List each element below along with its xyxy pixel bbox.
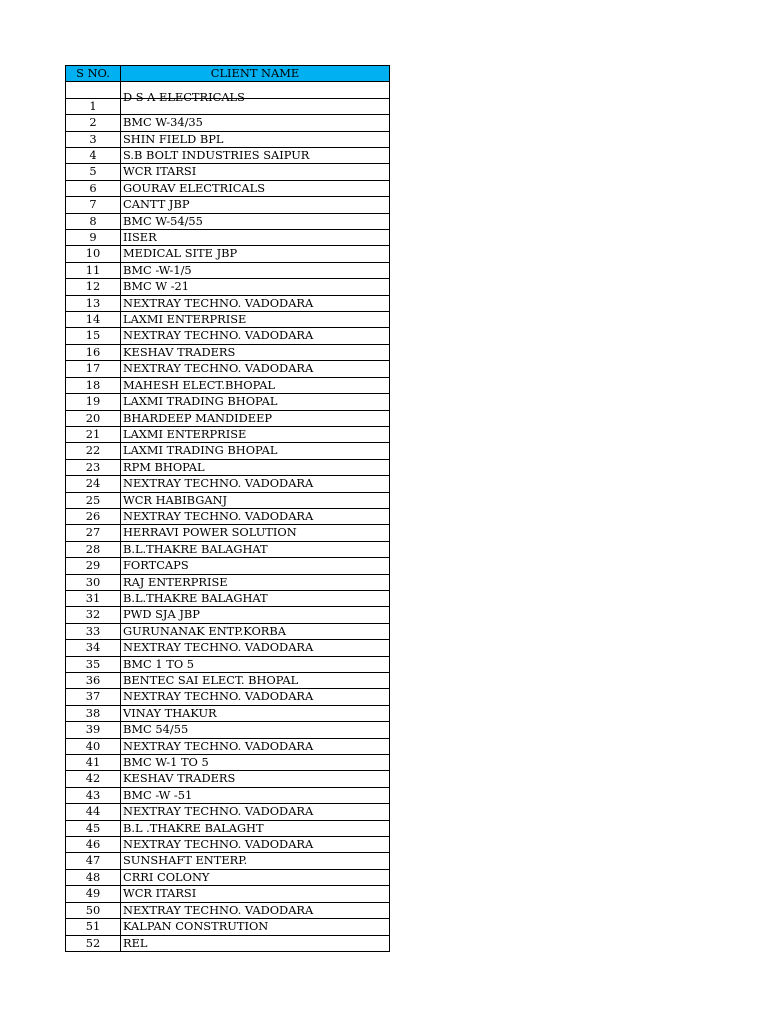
- table-row: [66, 853, 390, 869]
- row-number: 47: [66, 853, 121, 869]
- table-row: [66, 115, 390, 131]
- row-number: 15: [66, 328, 121, 344]
- table-row: [66, 492, 390, 508]
- client-name: NEXTRAY TECHNO. VADODARA: [121, 476, 390, 492]
- table-row: [66, 131, 390, 147]
- row-number: 9: [66, 230, 121, 246]
- client-name: NEXTRAY TECHNO. VADODARA: [121, 804, 390, 820]
- client-name: BMC -W-1/5: [121, 262, 390, 278]
- row-number: 24: [66, 476, 121, 492]
- client-name: GURUNANAK ENTP.KORBA: [121, 623, 390, 639]
- client-name: CANTT JBP: [121, 197, 390, 213]
- row-number: 46: [66, 837, 121, 853]
- client-name: NEXTRAY TECHNO. VADODARA: [121, 508, 390, 524]
- row-number: 29: [66, 558, 121, 574]
- client-name: NEXTRAY TECHNO. VADODARA: [121, 689, 390, 705]
- header-s-no: S NO.: [66, 66, 121, 82]
- client-name: NEXTRAY TECHNO. VADODARA: [121, 837, 390, 853]
- client-name: BENTEC SAI ELECT. BHOPAL: [121, 673, 390, 689]
- row-number: 3: [66, 131, 121, 147]
- table-row: [66, 262, 390, 278]
- row-number: 13: [66, 295, 121, 311]
- client-name: PWD SJA JBP: [121, 607, 390, 623]
- client-name: BMC 1 TO 5: [121, 656, 390, 672]
- client-name: WCR ITARSI: [121, 886, 390, 902]
- table-body: [66, 82, 390, 952]
- client-name: LAXMI ENTERPRISE: [121, 312, 390, 328]
- client-name: SUNSHAFT ENTERP.: [121, 853, 390, 869]
- table-row: [66, 787, 390, 803]
- client-name: NEXTRAY TECHNO. VADODARA: [121, 295, 390, 311]
- table-row: [66, 902, 390, 918]
- row-number: 28: [66, 541, 121, 557]
- row-number: 44: [66, 804, 121, 820]
- table-row: [66, 689, 390, 705]
- table-row: [66, 180, 390, 196]
- row-number: 16: [66, 344, 121, 360]
- table-row: [66, 869, 390, 885]
- table-row: [66, 344, 390, 360]
- table-row: [66, 410, 390, 426]
- client-name: IISER: [121, 230, 390, 246]
- header-row: [66, 66, 390, 82]
- client-name: S.B BOLT INDUSTRIES SAIPUR: [121, 148, 390, 164]
- client-name: NEXTRAY TECHNO. VADODARA: [121, 328, 390, 344]
- table-row: [66, 426, 390, 442]
- client-name: BMC W -21: [121, 279, 390, 295]
- row-number: 51: [66, 919, 121, 935]
- table-row: [66, 246, 390, 262]
- client-name: KESHAV TRADERS: [121, 771, 390, 787]
- row-number: 33: [66, 623, 121, 639]
- table-row: [66, 935, 390, 951]
- client-name: LAXMI TRADING BHOPAL: [121, 394, 390, 410]
- table-row: [66, 607, 390, 623]
- row-number: 4: [66, 148, 121, 164]
- row-number: 23: [66, 459, 121, 475]
- row-number: 30: [66, 574, 121, 590]
- row-number: 43: [66, 787, 121, 803]
- client-name: KESHAV TRADERS: [121, 344, 390, 360]
- row-number: 40: [66, 738, 121, 754]
- table-row: [66, 213, 390, 229]
- row-number: 12: [66, 279, 121, 295]
- client-name: REL: [121, 935, 390, 951]
- client-name: CRRI COLONY: [121, 869, 390, 885]
- table-row: [66, 328, 390, 344]
- table-row: [66, 541, 390, 557]
- client-list-sheet: [65, 65, 390, 952]
- row-number: 10: [66, 246, 121, 262]
- client-table: [65, 65, 390, 952]
- blank-cell: [66, 82, 121, 98]
- client-name: LAXMI ENTERPRISE: [121, 426, 390, 442]
- table-row: [66, 394, 390, 410]
- table-row: [66, 673, 390, 689]
- table-row: [66, 722, 390, 738]
- client-name: MEDICAL SITE JBP: [121, 246, 390, 262]
- table-row: [66, 820, 390, 836]
- row-number: 50: [66, 902, 121, 918]
- row-number: 19: [66, 394, 121, 410]
- table-row: [66, 574, 390, 590]
- table-row: [66, 558, 390, 574]
- table-row: [66, 443, 390, 459]
- row-number: 39: [66, 722, 121, 738]
- row-number: 17: [66, 361, 121, 377]
- client-name: BMC W-34/35: [121, 115, 390, 131]
- table-row: [66, 755, 390, 771]
- client-name-text: D S A ELECTRICALS: [123, 89, 245, 104]
- table-row: [66, 738, 390, 754]
- client-name: BMC W-54/55: [121, 213, 390, 229]
- row-number: 7: [66, 197, 121, 213]
- client-name: B.L.THAKRE BALAGHAT: [121, 590, 390, 606]
- table-row: [66, 525, 390, 541]
- row-number: 42: [66, 771, 121, 787]
- client-name: NEXTRAY TECHNO. VADODARA: [121, 902, 390, 918]
- client-name: WCR HABIBGANJ: [121, 492, 390, 508]
- client-name: MAHESH ELECT.BHOPAL: [121, 377, 390, 393]
- table-row: [66, 377, 390, 393]
- table-row: [66, 640, 390, 656]
- row-number: 2: [66, 115, 121, 131]
- header-client-name: CLIENT NAME: [121, 66, 390, 82]
- table-row: [66, 361, 390, 377]
- row-number: 22: [66, 443, 121, 459]
- table-row: [66, 771, 390, 787]
- row-number: 38: [66, 705, 121, 721]
- row-number: 26: [66, 508, 121, 524]
- row-number: 45: [66, 820, 121, 836]
- row-number: 27: [66, 525, 121, 541]
- client-name: NEXTRAY TECHNO. VADODARA: [121, 640, 390, 656]
- row-number: 34: [66, 640, 121, 656]
- table-row: [66, 886, 390, 902]
- table-row: [66, 804, 390, 820]
- table-row: [66, 164, 390, 180]
- table-row: [66, 656, 390, 672]
- row-number: 18: [66, 377, 121, 393]
- client-name: VINAY THAKUR: [121, 705, 390, 721]
- table-row: [66, 295, 390, 311]
- client-name: BMC -W -51: [121, 787, 390, 803]
- row-number: 8: [66, 213, 121, 229]
- client-name: B.L .THAKRE BALAGHT: [121, 820, 390, 836]
- table-row: [66, 705, 390, 721]
- row-number: 5: [66, 164, 121, 180]
- row-number: 21: [66, 426, 121, 442]
- table-row: [66, 919, 390, 935]
- client-name: LAXMI TRADING BHOPAL: [121, 443, 390, 459]
- table-row: [66, 837, 390, 853]
- row-number: 11: [66, 262, 121, 278]
- table-row: [66, 476, 390, 492]
- row-number: 31: [66, 590, 121, 606]
- row-number: 37: [66, 689, 121, 705]
- table-row: [66, 197, 390, 213]
- table-row: [66, 459, 390, 475]
- table-row: [66, 98, 390, 114]
- table-row: [66, 279, 390, 295]
- client-name: [121, 89, 390, 114]
- row-number: 20: [66, 410, 121, 426]
- client-name: RAJ ENTERPRISE: [121, 574, 390, 590]
- table-row: [66, 148, 390, 164]
- table-row: [66, 312, 390, 328]
- client-name: FORTCAPS: [121, 558, 390, 574]
- row-number: 25: [66, 492, 121, 508]
- table-row: [66, 623, 390, 639]
- row-number: 6: [66, 180, 121, 196]
- client-name: GOURAV ELECTRICALS: [121, 180, 390, 196]
- row-number: 49: [66, 886, 121, 902]
- client-name: BHARDEEP MANDIDEEP: [121, 410, 390, 426]
- row-number: 41: [66, 755, 121, 771]
- client-name: B.L.THAKRE BALAGHAT: [121, 541, 390, 557]
- row-number: 32: [66, 607, 121, 623]
- table-row: [66, 590, 390, 606]
- client-name: NEXTRAY TECHNO. VADODARA: [121, 738, 390, 754]
- client-name: HERRAVI POWER SOLUTION: [121, 525, 390, 541]
- row-number: 48: [66, 869, 121, 885]
- client-name: WCR ITARSI: [121, 164, 390, 180]
- row-number: 36: [66, 673, 121, 689]
- client-name: BMC W-1 TO 5: [121, 755, 390, 771]
- row-number: 52: [66, 935, 121, 951]
- row-number: 14: [66, 312, 121, 328]
- table-row: [66, 230, 390, 246]
- row-number: 1: [66, 98, 121, 114]
- table-row: [66, 508, 390, 524]
- client-name: SHIN FIELD BPL: [121, 131, 390, 147]
- client-name: KALPAN CONSTRUTION: [121, 919, 390, 935]
- client-name: RPM BHOPAL: [121, 459, 390, 475]
- client-name: NEXTRAY TECHNO. VADODARA: [121, 361, 390, 377]
- client-name: BMC 54/55: [121, 722, 390, 738]
- row-number: 35: [66, 656, 121, 672]
